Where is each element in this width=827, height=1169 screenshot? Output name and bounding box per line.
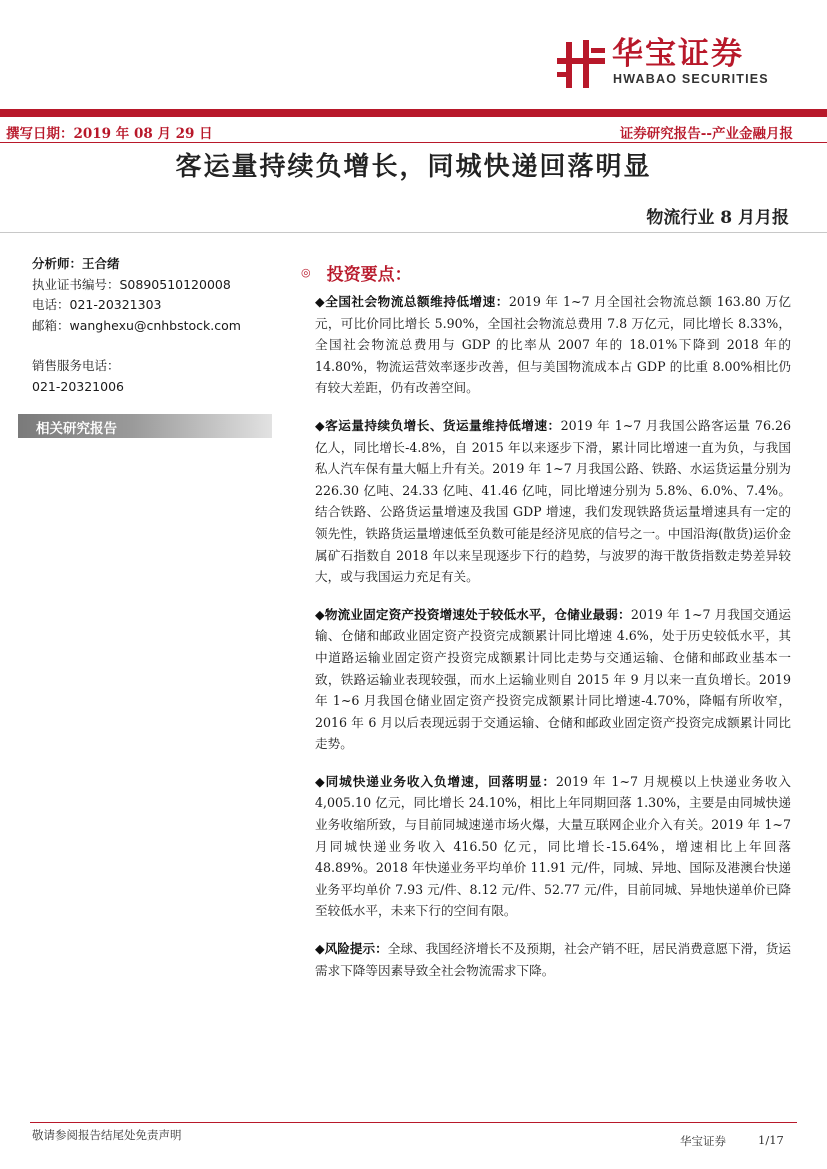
related-reports-header [18,414,272,438]
footer-brand: 华宝证券 [680,1134,726,1148]
investment-points [315,291,791,997]
sales-label: 销售服务电话： [32,358,120,373]
target-icon: ◎ [301,266,311,279]
company-logo-icon [555,38,607,90]
header-red-bar [0,109,827,117]
page-title: 客运量持续负增长，同城快递回落明显 [175,152,652,182]
header-divider [0,142,827,143]
brand-name-en: HWABAO SECURITIES [613,72,769,86]
sales-phone: 021-20321006 [32,378,124,394]
point-1 [315,291,791,399]
related-reports-label: 相关研究报告 [36,421,117,437]
point-5 [315,938,791,981]
brand-name-cn: 华宝证券 [612,36,744,72]
point-3 [315,604,791,755]
analyst-info [32,254,277,397]
page-subtitle: 物流行业 8 月月报 [646,208,789,228]
point-lead: ◆全国社会物流总额维持低增速： [315,294,509,309]
footer-disclaimer: 敬请参阅报告结尾处免责声明 [32,1128,182,1142]
point-lead: ◆物流业固定资产投资增速处于较低水平，仓储业最弱： [315,606,631,622]
point-lead: ◆客运量持续负增长、货运量维持低增速： [315,417,561,433]
report-type: 证券研究报告--产业金融月报 [619,126,793,142]
analyst-phone: 电话：021-20321303 [32,297,162,312]
analyst-name: 分析师：王合绪 [32,256,120,271]
point-text: 全球、我国经济增长不及预期，社会产销不旺，居民消费意愿下滑，货运需求下降等因素导致全社会物流需求下降。 [315,941,792,978]
section-header [301,260,412,285]
point-text: 2019 年 1~7 月我国公路客运量 76.26 亿人，同比增长-4.8%，自 2015 年以来逐步下滑，累计同比增速一直为负，与我国私人汽车保有量大幅上升有关。2019 年 1~7 月我国公路、铁路、水运货运量分别为 226.30 亿吨、24.33 亿吨、41.46 亿吨，同比增速分别为 5.8%、6.0%、7.4%。结合铁路、公路货运量增速及我国 GDP 增速，我们发现铁路货运量增速具有一定的领先性，铁路货运量增速低至负数可能是经济见底的信号之一。中国沿海(散货)运价金属矿石指数自 2018 年以来呈现逐步下行的趋势，与波罗的海干散货指数走势差异较大，或与我国运力充足有关。 [315,417,791,585]
report-date: 撰写日期：2019 年 08 月 29 日 [6,126,213,142]
analyst-cert: 执业证书编号：S0890510120008 [32,276,231,292]
point-text: 2019 年 1~7 月规模以上快递业务收入 4,005.10 亿元，同比增长 24.10%，相比上年同期回落 1.30%，主要是由同城快递业务收缩所致，与目前同城速递市场火爆，大量互联网企业介入有关。2019 年 1~7 月同城快递业务收入 416.50 亿元，同比增长-15.64%，增速相比上年回落 48.89%。2018 年快递业务平均单价 11.91 元/件，同城、异地、国际及港澳台快递业务平均单价 7.93 元/件、8.12 元/件、52.77 元/件，目前同城、异地快递单价已降至较低水平，未来下行的空间有限。 [315,773,792,919]
section-title: 投资要点： [326,265,412,285]
point-4 [315,771,791,922]
point-text: 2019 年 1~7 月我国交通运输、仓储和邮政业固定资产投资完成额累计同比增速 4.6%，处于历史较低水平，其中道路运输业固定资产投资完成额累计同比走势与交通运输、仓储和邮政业基本一致，铁路运输业表现较强，而水上运输业则自 2015 年 9 月以来一直负增长。2019 年 1~6 月我国仓储业固定资产投资完成额累计同比增速-4.70%，降幅有所收窄，2016 年 6 月以后表现远弱于交通运输、仓储和邮政业固定资产投资完成额累计同比走势。 [315,606,791,752]
analyst-email: 邮箱：wanghexu@cnhbstock.com [32,317,241,333]
point-text: 2019 年 1~7 月全国社会物流总额 163.80 万亿元，可比价同比增长 5.90%，全国社会物流总费用 7.8 万亿元，同比增长 8.33%，全国社会物流总费用与 GDP 的比率从 2007 年的 18.01%下降到 2018 年的 14.80%，物流运营效率逐步改善，但与美国物流成本占 GDP 的比重 8.00%相比仍有较大差距，仍有改善空间。 [315,294,792,396]
point-2 [315,415,791,588]
point-lead: ◆风险提示： [315,941,388,957]
title-divider [0,232,827,233]
footer-divider [30,1122,797,1123]
point-lead: ◆同城快递业务收入负增速，回落明显： [315,773,556,789]
page-number: 1/17 [758,1133,784,1147]
